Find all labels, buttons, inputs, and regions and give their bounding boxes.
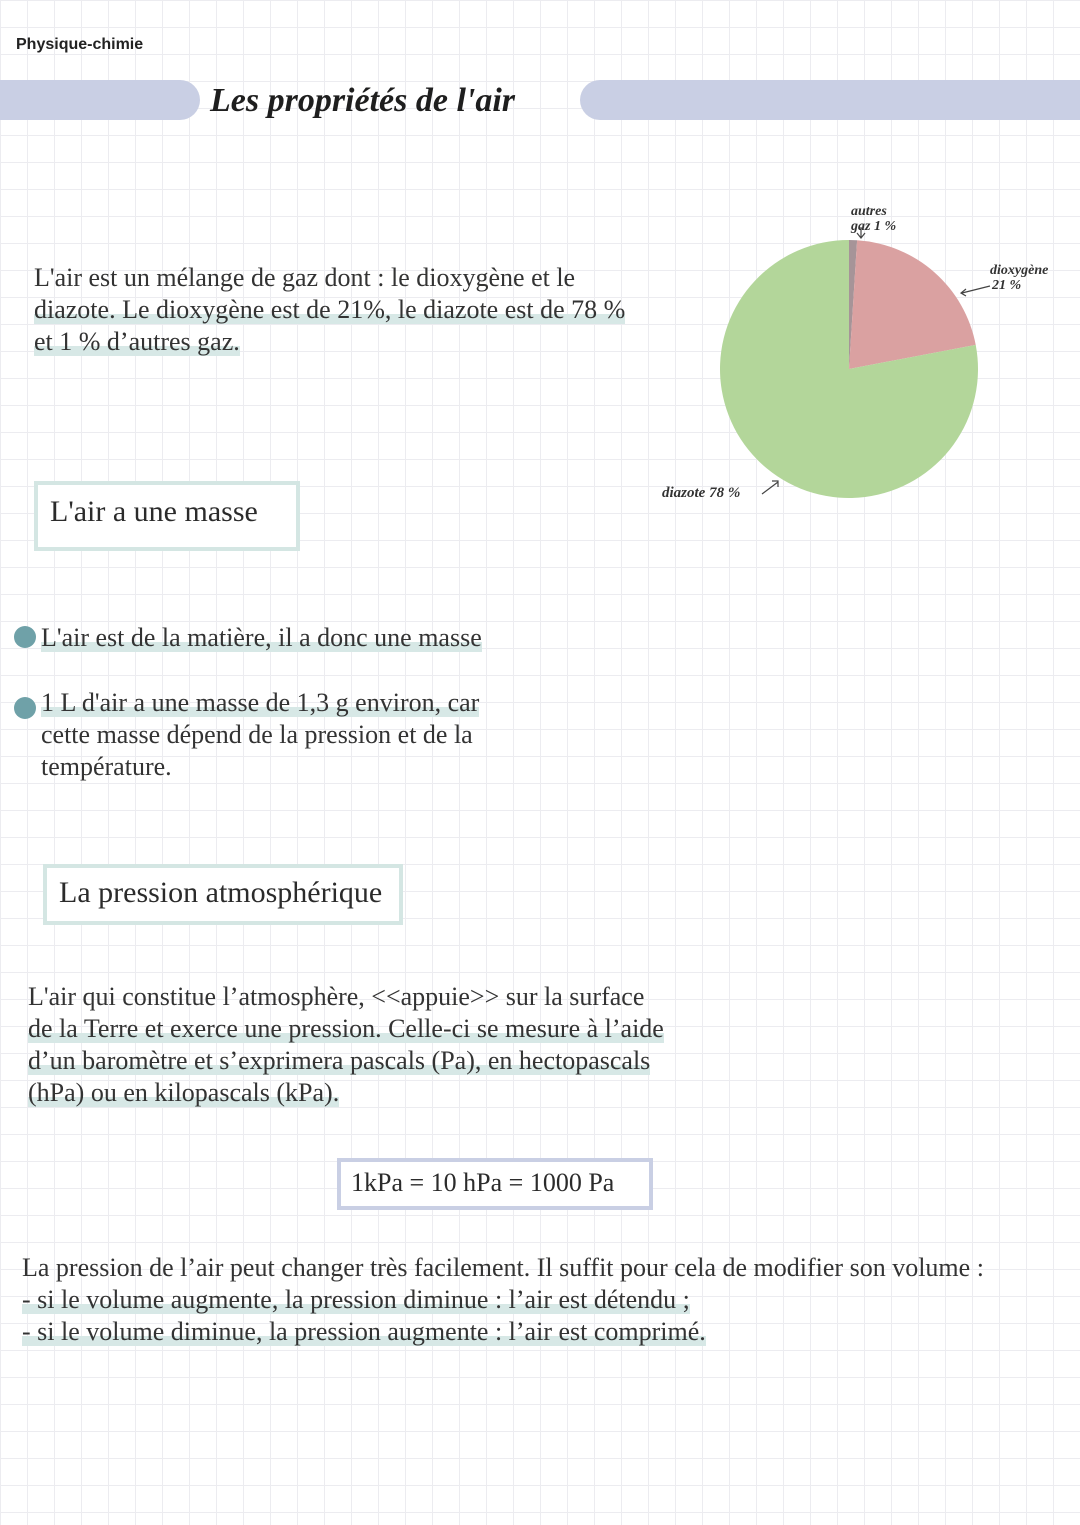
diazote-arrow bbox=[762, 481, 778, 494]
air-composition-pie-chart bbox=[700, 200, 1080, 520]
intro-line-3: et 1 % d’autres gaz. bbox=[34, 327, 240, 356]
change-line-2: - si le volume augmente, la pression diminue : l’air est détendu ; bbox=[22, 1285, 690, 1314]
bullet-2-line-2: cette masse dépend de la pression et de la bbox=[41, 720, 473, 749]
pression-line-4: (hPa) ou en kilopascals (kPa). bbox=[28, 1078, 340, 1107]
title-band-left bbox=[0, 80, 200, 120]
pie-label-diazote: diazote 78 % bbox=[662, 485, 741, 501]
bullet-2-line-3: température. bbox=[41, 752, 172, 781]
change-line-3: - si le volume diminue, la pression augmente : l’air est comprimé. bbox=[22, 1317, 706, 1346]
pression-line-2: de la Terre et exerce une pression. Celle-ci se mesure à l’aide bbox=[28, 1014, 664, 1043]
change-line-1: La pression de l’air peut changer très facilement. Il suffit pour cela de modifier son volume : bbox=[22, 1253, 984, 1282]
bullet-dot-2 bbox=[14, 697, 36, 719]
pression-line-1: L'air qui constitue l’atmosphère, <<appuie>> sur la surface bbox=[28, 982, 645, 1011]
pression-line-3: d’un baromètre et s’exprimera pascals (Pa), en hectopascals bbox=[28, 1046, 651, 1075]
intro-paragraph bbox=[34, 262, 714, 358]
bullet-2 bbox=[41, 687, 561, 783]
intro-line-1: L'air est un mélange de gaz dont : le dioxygène et le bbox=[34, 263, 576, 292]
subject-label: Physique-chimie bbox=[16, 36, 144, 53]
dioxygene-arrow bbox=[961, 286, 990, 296]
intro-line-2: diazote. Le dioxygène est de 21%, le diazote est de 78 % bbox=[34, 295, 626, 324]
title-band-right bbox=[580, 80, 1080, 120]
pie-label-autres: autres gaz 1 % bbox=[851, 204, 897, 234]
bullet-1: L'air est de la matière, il a donc une masse bbox=[41, 623, 482, 652]
section-heading-pression: La pression atmosphérique bbox=[43, 864, 403, 925]
unit-equation: 1kPa = 10 hPa = 1000 Pa bbox=[337, 1158, 653, 1210]
bullet-2-line-1: 1 L d'air a une masse de 1,3 g environ, car bbox=[41, 688, 480, 717]
pression-paragraph bbox=[28, 981, 748, 1109]
pie-label-dioxygene: dioxygène 21 % bbox=[990, 263, 1049, 293]
pression-change-paragraph bbox=[22, 1252, 1072, 1348]
bullet-dot-1 bbox=[14, 626, 36, 648]
section-heading-masse: L'air a une masse bbox=[34, 481, 300, 551]
page-title: Les propriétés de l'air bbox=[210, 82, 516, 119]
